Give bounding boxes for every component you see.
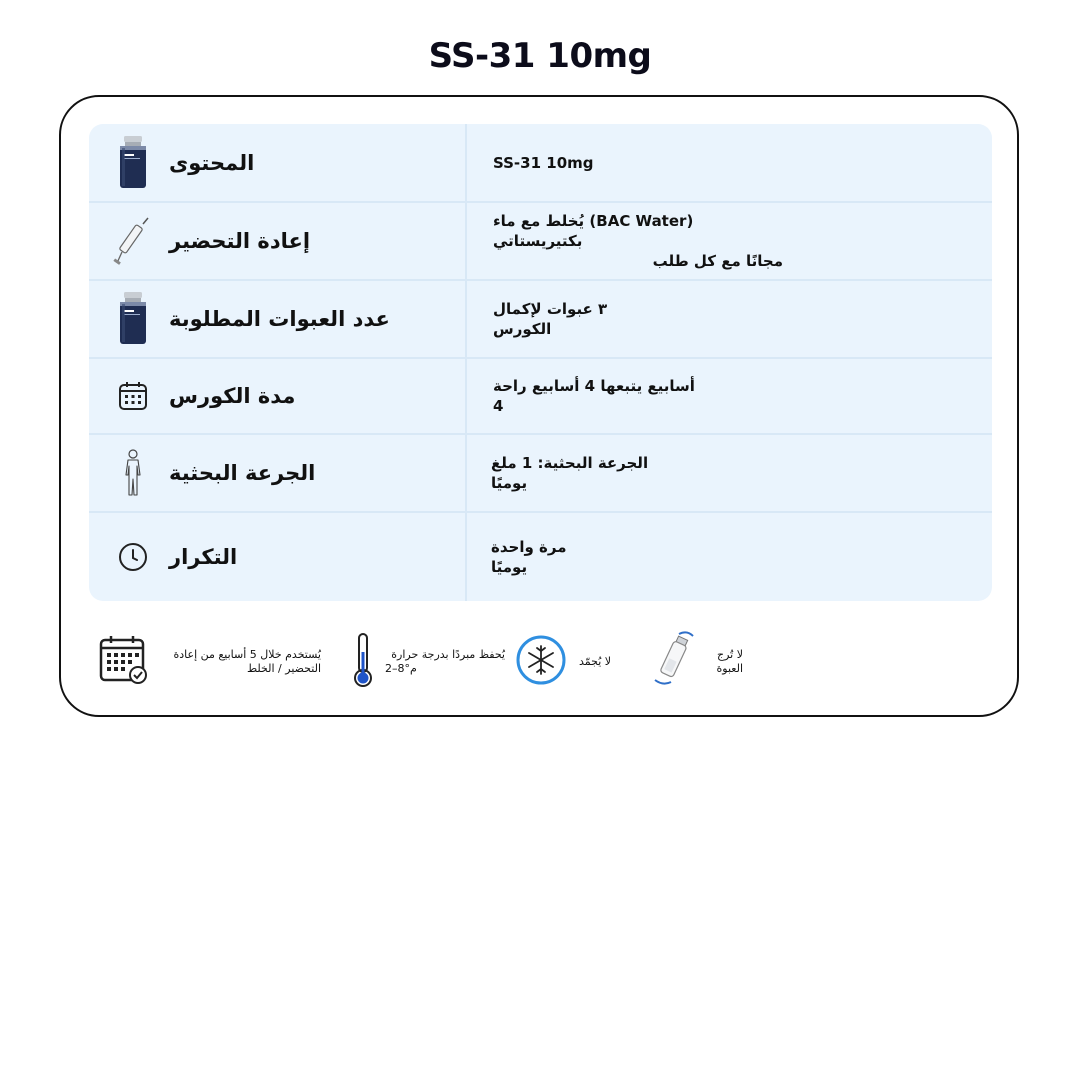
info-table <box>89 124 992 601</box>
table-row <box>89 281 992 359</box>
clock-icon <box>111 513 155 601</box>
row-value: ٣ عبوات لإكمال الكورس <box>493 300 608 338</box>
footer-use-line1: يُستخدم خلال 5 أسابيع من إعادة <box>173 648 321 661</box>
row-label: الجرعة البحثية <box>169 461 316 485</box>
row-value-line1: (BAC Water) يُخلط مع ماء بكتيريستاتي <box>493 212 694 250</box>
footer-refrigerate-line2: 2–8°م <box>385 662 417 675</box>
storage-instructions <box>89 627 992 697</box>
vial-icon <box>111 281 155 357</box>
footer-use-line2: التحضير / الخلط <box>246 662 321 675</box>
page-title: SS-31 10mg <box>428 36 652 76</box>
row-value: الجرعة البحثية: 1 ملغ يوميًا <box>491 454 649 492</box>
row-label: إعادة التحضير <box>169 229 311 253</box>
footer-no-freeze: لا يُجمّد <box>579 655 612 668</box>
row-value: مرة واحدة يوميًا <box>491 538 567 576</box>
snowflake-icon <box>515 634 567 690</box>
table-row <box>89 203 992 281</box>
syringe-icon <box>111 203 155 279</box>
row-value: SS-31 10mg <box>493 153 594 172</box>
human-body-icon <box>111 435 155 511</box>
thermometer-icon <box>351 632 375 692</box>
table-row <box>89 124 992 203</box>
footer-no-shake-line1: لا تُرج <box>716 648 743 661</box>
row-value-line2: مجانًا مع كل طلب <box>652 252 783 270</box>
footer-refrigerate-line1: يُحفظ مبردًا بدرجة حرارة <box>391 648 505 661</box>
row-label: مدة الكورس <box>169 384 296 408</box>
vial-icon <box>111 124 155 201</box>
row-value: أسابيع يتبعها 4 أسابيع راحة 4 <box>493 377 695 415</box>
calendar-icon <box>111 359 155 433</box>
table-row <box>89 513 992 601</box>
row-label: عدد العبوات المطلوبة <box>169 307 390 331</box>
row-label: المحتوى <box>169 150 255 175</box>
info-card <box>59 95 1019 717</box>
table-row <box>89 435 992 513</box>
row-label: التكرار <box>169 545 238 569</box>
calendar-check-icon <box>99 634 149 690</box>
footer-no-shake-line2: العبوة <box>716 662 743 675</box>
table-row <box>89 359 992 435</box>
shake-vial-icon <box>649 630 697 694</box>
